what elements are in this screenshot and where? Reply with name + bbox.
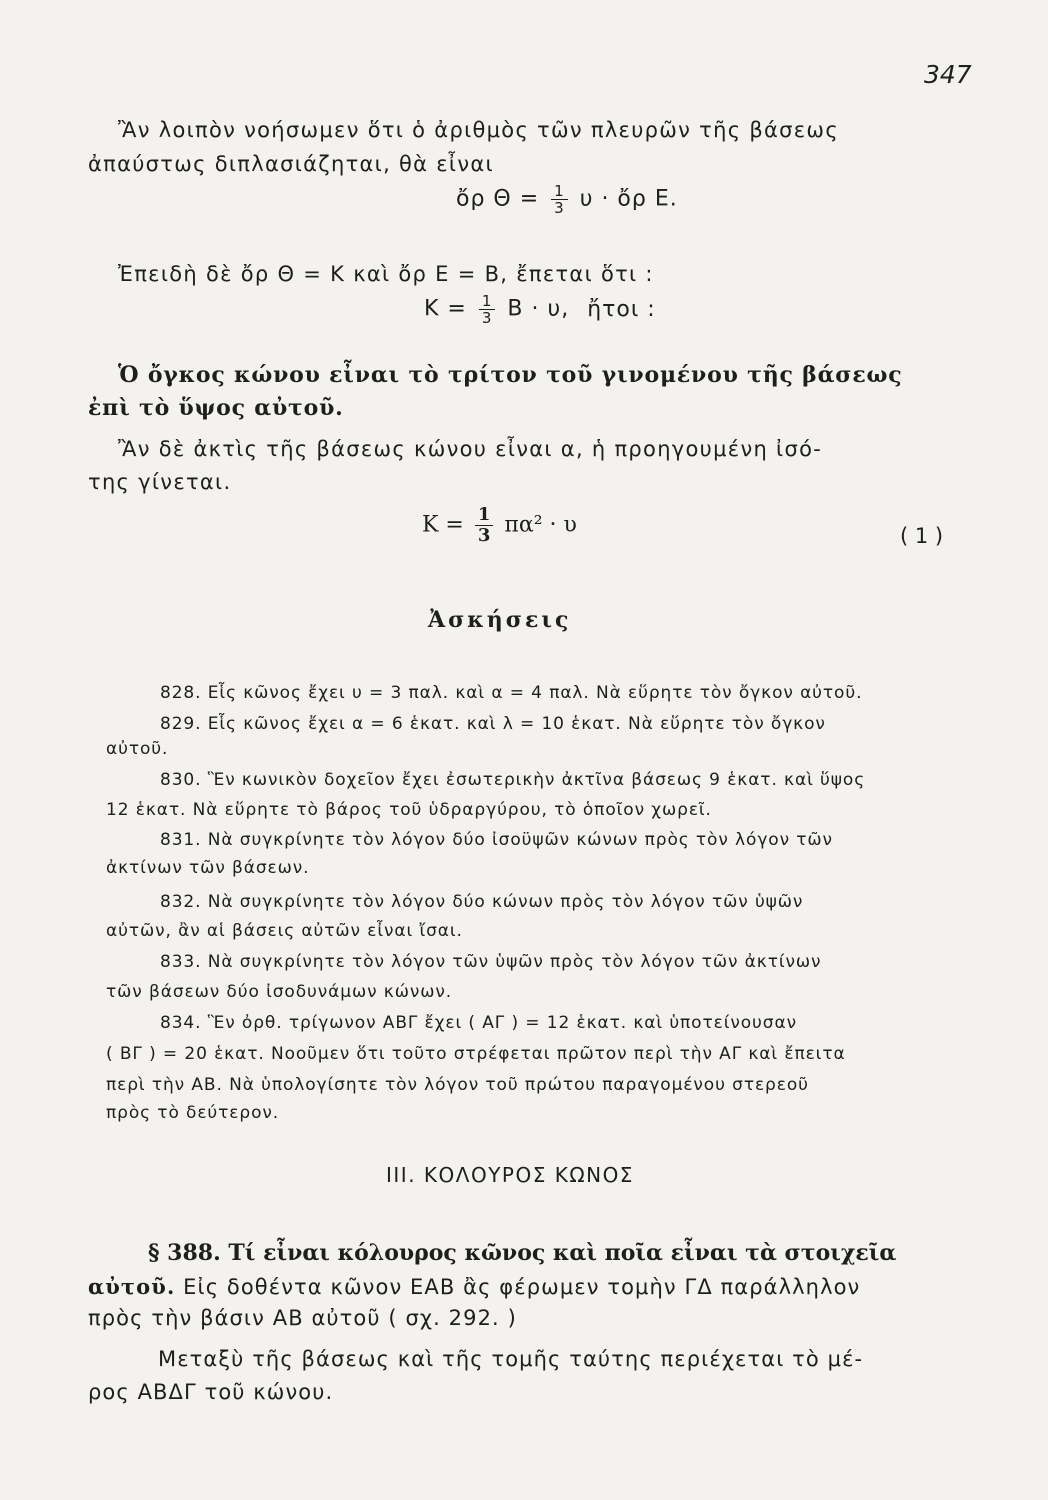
exercise-829-line-1: 829. Εἷς κῶνος ἔχει α = 6 ἑκατ. καὶ λ = 10 ἑκατ. Νὰ εὕρητε τὸν ὄγκον bbox=[160, 714, 826, 734]
theorem-line-1: Ὁ ὄγκος κώνου εἶναι τὸ τρίτον τοῦ γινομένου τῆς βάσεως bbox=[118, 362, 903, 388]
fraction-one-third: $\frac{1}{3}$ bbox=[479, 293, 496, 326]
exercise-829-line-2: αὐτοῦ. bbox=[106, 739, 169, 759]
formula-volume bbox=[424, 293, 656, 326]
exercise-834-line-3: περὶ τὴν ΑΒ. Νὰ ὑπολογίσητε τὸν λόγον τοῦ πρώτου παραγομένου στερεοῦ bbox=[106, 1075, 809, 1095]
formula-volume-tail: ἤτοι : bbox=[587, 296, 656, 322]
exercise-834-line-1: 834. Ἓν ὀρθ. τρίγωνον ΑΒΓ ἔχει ( ΑΓ ) = 12 ἑκατ. καὶ ὑποτείνουσαν bbox=[160, 1013, 797, 1033]
intro-line-1: Ἂν λοιπὸν νοήσωμεν ὅτι ὁ ἀριθμὸς τῶν πλευρῶν τῆς βάσεως bbox=[118, 118, 839, 142]
formula-volume-left: Κ = bbox=[424, 296, 467, 322]
formula-theta-left: ὄρ Θ = bbox=[456, 186, 540, 212]
formula-volume-right: Β · υ, bbox=[507, 296, 570, 322]
exercises-heading: Ἀσκήσεις bbox=[428, 607, 572, 633]
formula-radius-left: Κ = bbox=[422, 512, 464, 538]
exercise-833-line-2: τῶν βάσεων δύο ἰσοδυνάμων κώνων. bbox=[106, 982, 453, 1002]
theorem-line-2: ἐπὶ τὸ ὕψος αὐτοῦ. bbox=[88, 395, 344, 421]
paragraph-388-line-2 bbox=[88, 1274, 860, 1299]
radius-line-1: Ἂν δὲ ἀκτὶς τῆς βάσεως κώνου εἶναι α, ἡ προηγουμένη ἰσό- bbox=[118, 437, 823, 461]
paragraph-388-line-2-text: Εἰς δοθέντα κῶνον ΕΑΒ ἂς φέρωμεν τομὴν ΓΔ παράλληλον bbox=[183, 1275, 861, 1299]
equation-label: ( 1 ) bbox=[900, 524, 944, 548]
fraction-one-third: $\frac{1}{3}$ bbox=[475, 505, 494, 546]
exercise-834-line-4: πρὸς τὸ δεύτερον. bbox=[106, 1103, 280, 1123]
paragraph-388-line-3: πρὸς τὴν βάσιν ΑΒ αὐτοῦ ( σχ. 292. ) bbox=[88, 1306, 517, 1330]
formula-theta bbox=[456, 183, 678, 216]
exercise-830-line-1: 830. Ἓν κωνικὸν δοχεῖον ἔχει ἐσωτερικὴν ἀκτῖνα βάσεως 9 ἑκατ. καὶ ὕψος bbox=[160, 770, 866, 790]
paragraph-388-title: § 388. Τί εἶναι κόλουρος κῶνος καὶ ποῖα εἶναι τὰ στοιχεῖα bbox=[148, 1240, 897, 1266]
exercise-834-line-2: ( ΒΓ ) = 20 ἑκατ. Νοοῦμεν ὅτι τοῦτο στρέφεται πρῶτον περὶ τὴν ΑΓ καὶ ἔπειτα bbox=[106, 1044, 846, 1064]
intro-line-2: ἀπαύστως διπλασιάζηται, θὰ εἶναι bbox=[88, 152, 494, 176]
exercise-830-line-2: 12 ἑκατ. Νὰ εὕρητε τὸ βάρος τοῦ ὑδραργύρου, τὸ ὁποῖον χωρεῖ. bbox=[106, 800, 712, 820]
fraction-one-third: $\frac{1}{3}$ bbox=[551, 183, 568, 216]
since-line: Ἐπειδὴ δὲ ὄρ Θ = Κ καὶ ὄρ Ε = Β, ἔπεται ὅτι : bbox=[118, 262, 654, 286]
paragraph-388-title-end: αὐτοῦ. bbox=[88, 1274, 176, 1299]
exercise-832-line-2: αὐτῶν, ἂν αἱ βάσεις αὐτῶν εἶναι ἴσαι. bbox=[106, 921, 463, 941]
page-number: 347 bbox=[924, 60, 972, 89]
section-title: ΙΙΙ. ΚΟΛΟΥΡΟΣ ΚΩΝΟΣ bbox=[386, 1163, 634, 1187]
exercise-833-line-1: 833. Νὰ συγκρίνητε τὸν λόγον τῶν ὑψῶν πρὸς τὸν λόγον τῶν ἀκτίνων bbox=[160, 952, 822, 972]
radius-line-2: της γίνεται. bbox=[88, 470, 232, 494]
formula-radius-right: πα² · υ bbox=[504, 512, 577, 538]
exercise-828: 828. Εἷς κῶνος ἔχει υ = 3 παλ. καὶ α = 4 παλ. Νὰ εὕρητε τὸν ὄγκον αὐτοῦ. bbox=[160, 683, 863, 703]
exercise-832-line-1: 832. Νὰ συγκρίνητε τὸν λόγον δύο κώνων πρὸς τὸν λόγον τῶν ὑψῶν bbox=[160, 892, 804, 912]
formula-radius bbox=[422, 505, 577, 546]
paragraph-388-line-4: Μεταξὺ τῆς βάσεως καὶ τῆς τομῆς ταύτης περιέχεται τὸ μέ- bbox=[158, 1347, 864, 1371]
formula-theta-right: υ · ὄρ Ε. bbox=[579, 186, 678, 212]
paragraph-388-line-5: ρος ΑΒΔΓ τοῦ κώνου. bbox=[88, 1380, 334, 1404]
exercise-831-line-2: ἀκτίνων τῶν βάσεων. bbox=[106, 858, 310, 878]
exercise-831-line-1: 831. Νὰ συγκρίνητε τὸν λόγον δύο ἰσοϋψῶν κώνων πρὸς τὸν λόγον τῶν bbox=[160, 830, 833, 850]
